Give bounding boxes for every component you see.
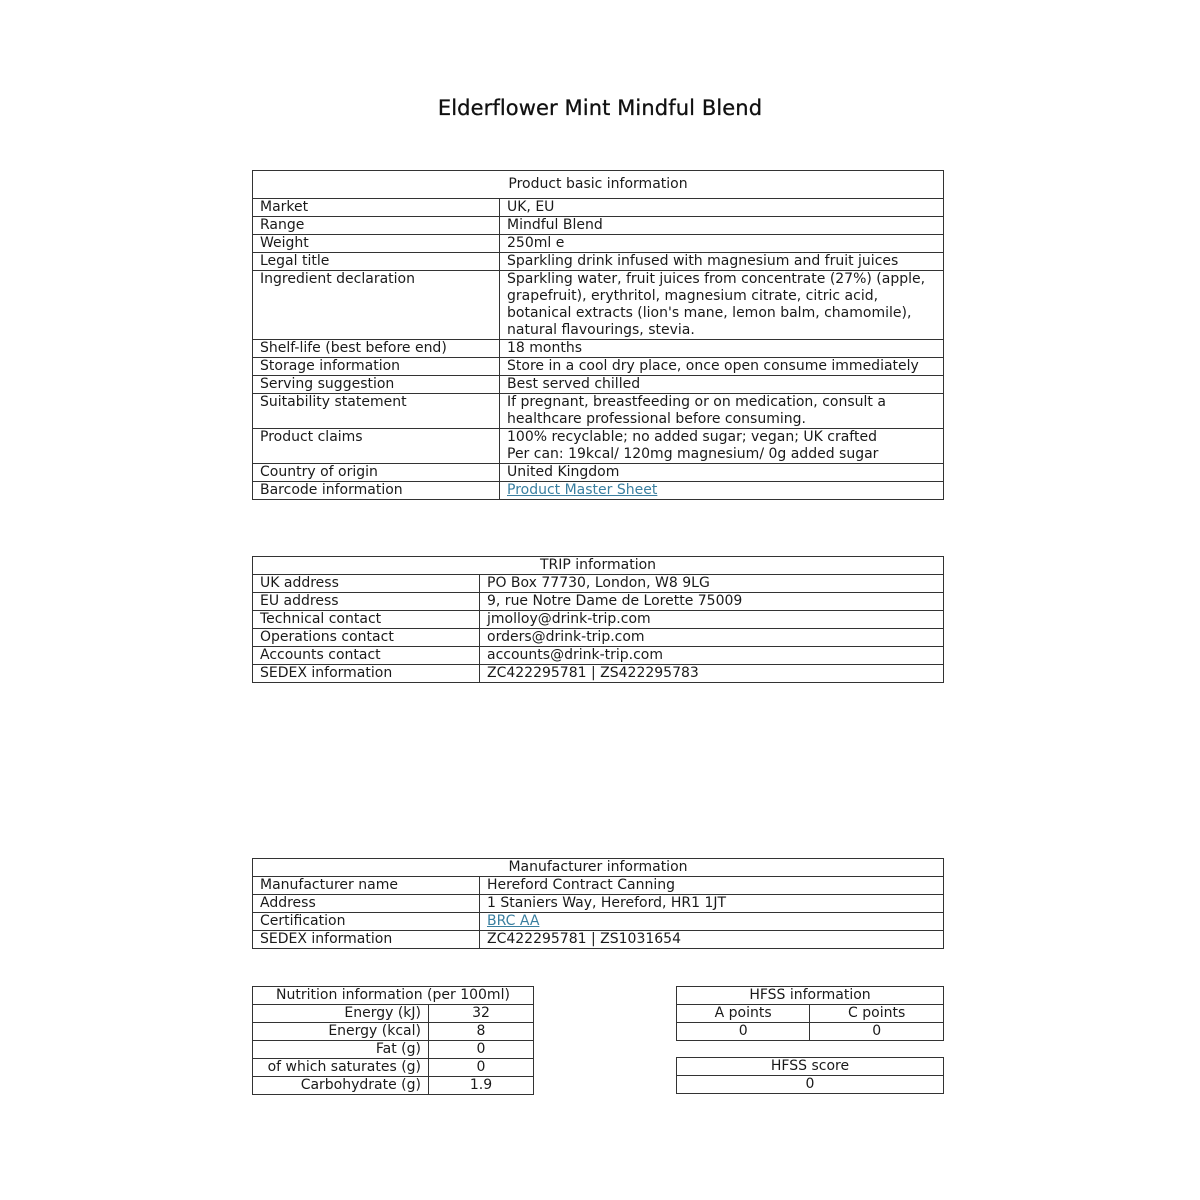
row-value: accounts@drink-trip.com [480, 647, 944, 665]
row-value: ZC422295781 | ZS1031654 [480, 931, 944, 949]
table-heading: HFSS information [677, 987, 944, 1005]
table-row [253, 1059, 534, 1077]
row-label: Address [253, 895, 480, 913]
row-label: Serving suggestion [253, 376, 500, 394]
row-value: Store in a cool dry place, once open consume immediately [500, 358, 944, 376]
row-value: Mindful Blend [500, 217, 944, 235]
row-value: United Kingdom [500, 464, 944, 482]
table-row [253, 340, 944, 358]
table-row [253, 394, 944, 429]
row-value [500, 429, 944, 464]
row-label: Range [253, 217, 500, 235]
table-row [253, 611, 944, 629]
trip-info-table [252, 556, 944, 683]
row-value: Sparkling water, fruit juices from concentrate (27%) (apple, grapefruit), erythritol, magnesium citrate, citric acid, botanical extracts (lion's mane, lemon balm, chamomile), natural flavourings, stevia. [500, 271, 944, 340]
table-row [253, 629, 944, 647]
manufacturer-info-table [252, 858, 944, 949]
table-row [253, 593, 944, 611]
table-row [253, 217, 944, 235]
table-row [253, 429, 944, 464]
table-heading: Nutrition information (per 100ml) [253, 987, 534, 1005]
row-value [500, 482, 944, 500]
row-value: 1.9 [429, 1077, 534, 1095]
row-label: Shelf-life (best before end) [253, 340, 500, 358]
row-value: 0 [429, 1059, 534, 1077]
table-row [253, 358, 944, 376]
table-row [253, 1077, 534, 1095]
row-label: Energy (kJ) [253, 1005, 429, 1023]
row-label: Fat (g) [253, 1041, 429, 1059]
row-label: Certification [253, 913, 480, 931]
table-row [253, 877, 944, 895]
row-value: UK, EU [500, 199, 944, 217]
table-row [253, 464, 944, 482]
row-value: 9, rue Notre Dame de Lorette 75009 [480, 593, 944, 611]
row-label: UK address [253, 575, 480, 593]
row-label: Country of origin [253, 464, 500, 482]
a-points-label: A points [677, 1005, 810, 1023]
table-row [253, 253, 944, 271]
row-label: Ingredient declaration [253, 271, 500, 340]
table-heading: HFSS score [677, 1058, 944, 1076]
claims-line-1: 100% recyclable; no added sugar; vegan; UK crafted [507, 429, 877, 445]
table-row [253, 575, 944, 593]
table-row [253, 199, 944, 217]
row-label: Suitability statement [253, 394, 500, 429]
row-value: 32 [429, 1005, 534, 1023]
row-value: If pregnant, breastfeeding or on medication, consult a healthcare professional before consuming. [500, 394, 944, 429]
row-label: Storage information [253, 358, 500, 376]
table-row [253, 665, 944, 683]
hfss-info-table [676, 986, 944, 1041]
table-row [253, 376, 944, 394]
table-heading: TRIP information [253, 557, 944, 575]
table-row [253, 647, 944, 665]
row-value: 8 [429, 1023, 534, 1041]
row-label: Barcode information [253, 482, 500, 500]
row-label: Accounts contact [253, 647, 480, 665]
claims-line-2: Per can: 19kcal/ 120mg magnesium/ 0g added sugar [507, 446, 879, 462]
row-label: Technical contact [253, 611, 480, 629]
table-row [253, 1023, 534, 1041]
product-basic-info-table [252, 170, 944, 500]
row-label: EU address [253, 593, 480, 611]
product-master-sheet-link[interactable]: Product Master Sheet [507, 482, 658, 498]
row-value: 1 Staniers Way, Hereford, HR1 1JT [480, 895, 944, 913]
table-row [253, 482, 944, 500]
hfss-score-table [676, 1057, 944, 1094]
row-value: orders@drink-trip.com [480, 629, 944, 647]
row-label: SEDEX information [253, 931, 480, 949]
row-value: 250ml e [500, 235, 944, 253]
row-value: jmolloy@drink-trip.com [480, 611, 944, 629]
table-heading: Product basic information [253, 171, 944, 199]
row-label: Operations contact [253, 629, 480, 647]
c-points-value: 0 [810, 1023, 944, 1041]
row-value: 18 months [500, 340, 944, 358]
row-value [480, 913, 944, 931]
row-label: SEDEX information [253, 665, 480, 683]
nutrition-table [252, 986, 534, 1095]
row-value: ZC422295781 | ZS422295783 [480, 665, 944, 683]
a-points-value: 0 [677, 1023, 810, 1041]
row-value: 0 [429, 1041, 534, 1059]
row-value: PO Box 77730, London, W8 9LG [480, 575, 944, 593]
table-row [253, 931, 944, 949]
row-label: Energy (kcal) [253, 1023, 429, 1041]
c-points-label: C points [810, 1005, 944, 1023]
row-value: Best served chilled [500, 376, 944, 394]
row-label: Weight [253, 235, 500, 253]
table-row [253, 1041, 534, 1059]
row-label: Legal title [253, 253, 500, 271]
row-value: Sparkling drink infused with magnesium and fruit juices [500, 253, 944, 271]
row-label: Carbohydrate (g) [253, 1077, 429, 1095]
row-label: of which saturates (g) [253, 1059, 429, 1077]
brc-certification-link[interactable]: BRC AA [487, 913, 540, 929]
row-label: Market [253, 199, 500, 217]
table-row [253, 895, 944, 913]
row-label: Product claims [253, 429, 500, 464]
table-heading: Manufacturer information [253, 859, 944, 877]
table-row [253, 1005, 534, 1023]
table-row [253, 271, 944, 340]
table-row [253, 235, 944, 253]
table-row [253, 913, 944, 931]
hfss-score-value: 0 [677, 1076, 944, 1094]
row-label: Manufacturer name [253, 877, 480, 895]
row-value: Hereford Contract Canning [480, 877, 944, 895]
document-title: Elderflower Mint Mindful Blend [437, 96, 763, 120]
